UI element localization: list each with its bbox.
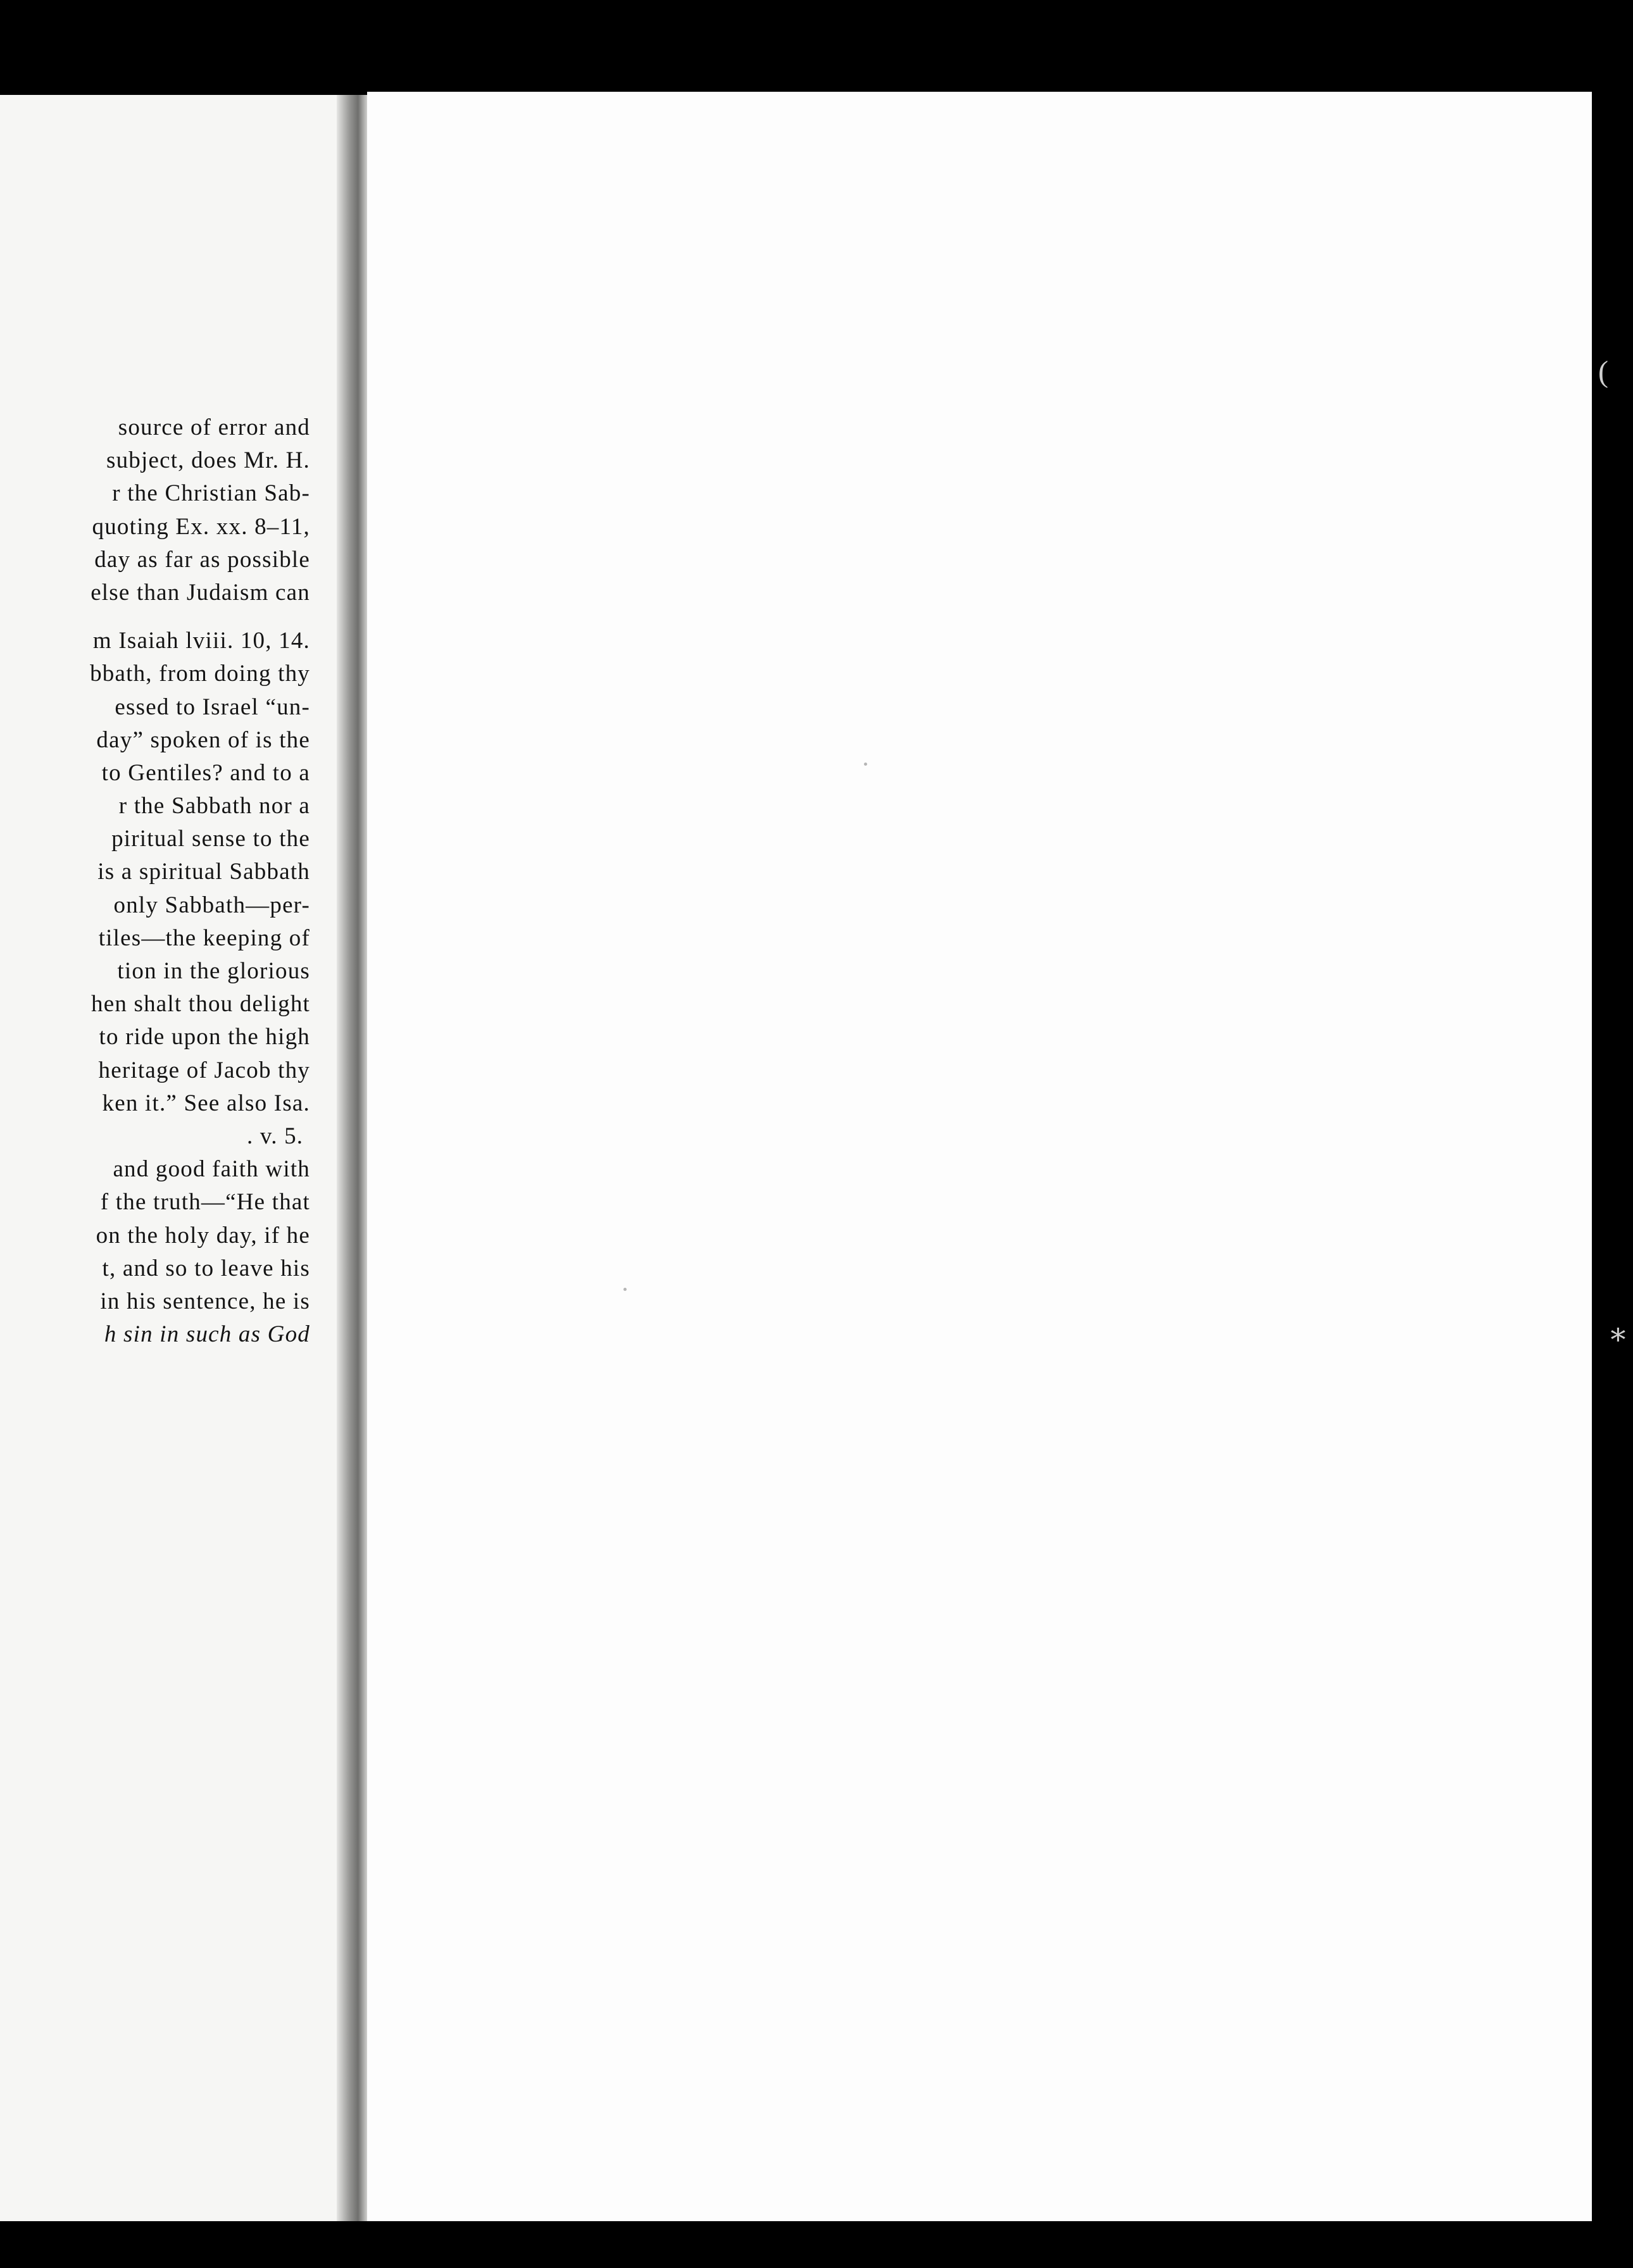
text-line: day” spoken of is the — [96, 726, 310, 753]
text-line: hen shalt thou delight — [91, 991, 310, 1018]
text-line: day as far as possible — [94, 546, 310, 573]
text-line: to Gentiles? and to a — [101, 759, 310, 786]
text-line: tion in the glorious — [117, 958, 310, 984]
scan-edge-mark: ( — [1598, 355, 1608, 389]
text-line: r the Sabbath nor a — [118, 793, 310, 819]
text-line: tiles—the keeping of — [98, 925, 310, 951]
text-line: h sin in such as God — [104, 1321, 310, 1348]
text-line: quoting Ex. xx. 8–11, — [92, 513, 310, 540]
text-line: on the holy day, if he — [96, 1222, 310, 1249]
text-line: r the Christian Sab- — [112, 480, 310, 507]
text-line: bbath, from doing thy — [90, 661, 310, 687]
text-line: subject, does Mr. H. — [106, 447, 310, 474]
text-line: f the truth—“He that — [100, 1189, 310, 1216]
text-line: else than Judaism can — [91, 579, 310, 606]
text-line: heritage of Jacob thy — [98, 1057, 310, 1083]
right-page-blank — [367, 92, 1592, 2221]
scan-edge-mark: ∗ — [1608, 1318, 1629, 1351]
book-gutter — [337, 95, 367, 2221]
text-line: in his sentence, he is — [100, 1288, 310, 1314]
text-line: to ride upon the high — [99, 1024, 310, 1050]
page-text-column — [0, 411, 310, 1361]
paper-speck — [623, 1288, 627, 1291]
text-line: only Sabbath—per- — [113, 892, 310, 918]
text-line: source of error and — [118, 414, 310, 440]
paper-speck — [864, 763, 867, 766]
text-line: t, and so to leave his — [102, 1255, 310, 1281]
text-line: piritual sense to the — [111, 826, 310, 852]
text-line: . v. 5. — [247, 1123, 304, 1149]
text-line: is a spiritual Sabbath — [97, 859, 310, 885]
text-line: essed to Israel “un- — [115, 694, 310, 720]
text-line: and good faith with — [113, 1156, 310, 1183]
text-line: m Isaiah lviii. 10, 14. — [92, 628, 310, 654]
text-line: ken it.” See also Isa. — [102, 1090, 310, 1116]
